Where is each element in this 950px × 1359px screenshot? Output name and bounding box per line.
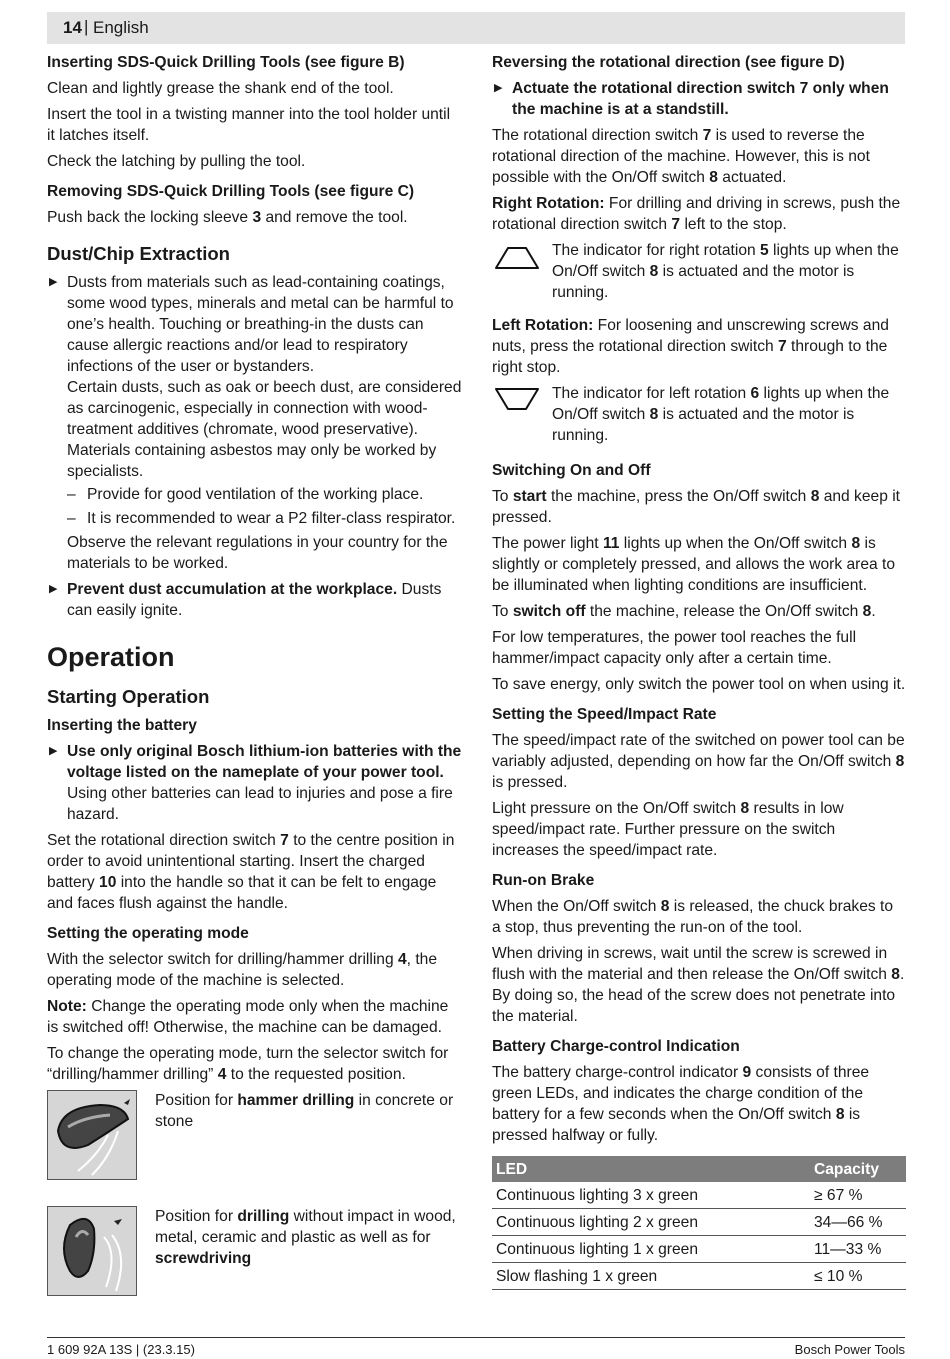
drilling-caption: Position for drilling without impact in wood, metal, ceramic and plastic as well as for screwdriving <box>155 1208 456 1267</box>
mode-p3: To change the operating mode, turn the selector switch for “drilling/hammer drilling” 4 to the requested position. <box>47 1045 449 1083</box>
figure-drilling <box>47 1206 462 1296</box>
table-cell-led: Continuous lighting 3 x green <box>492 1182 810 1209</box>
reverse-bullet: ▶ Actuate the rotational direction switch 7 only when the machine is at a standstill. <box>492 78 906 120</box>
battery-indication-title: Battery Charge-control Indication <box>492 1038 740 1055</box>
hammer-drilling-icon <box>47 1090 137 1180</box>
dust-dash-2: – It is recommended to wear a P2 filter-class respirator. <box>67 508 462 529</box>
battery-title: Inserting the battery <box>47 717 197 734</box>
brake-p1: When the On/Off switch 8 is released, the chuck brakes to a stop, thus preventing the run-on of the tool. <box>492 898 894 936</box>
battery-p1: Set the rotational direction switch 7 to the centre position in order to avoid unintentional starting. Insert the charged battery 10 into the handle so that it can be felt to engage and faces flush against the handle. <box>47 832 455 912</box>
dust-observe: Observe the relevant regulations in your country for the materials to be worked. <box>67 534 448 572</box>
sds-insert-p1: Clean and lightly grease the shank end of the tool. <box>47 80 394 97</box>
page-number: 14 <box>63 18 82 37</box>
speed-p1: The speed/impact rate of the switched on power tool can be variably adjusted, depending on how far the On/Off switch 8 is pressed. <box>492 732 905 791</box>
speed-title: Setting the Speed/Impact Rate <box>492 706 717 723</box>
switching-p5: To save energy, only switch the power tool on when using it. <box>492 676 906 693</box>
switching-p1: To start the machine, press the On/Off switch 8 and keep it pressed. <box>492 488 901 526</box>
right-column <box>492 52 906 1290</box>
indicator-right-text: The indicator for right rotation 5 lights up when the On/Off switch 8 is actuated and the motor is running. <box>552 242 899 301</box>
left-column <box>47 52 462 1322</box>
table-cell-capacity: 11—33 % <box>810 1236 906 1263</box>
indicator-left-text: The indicator for left rotation 6 lights up when the On/Off switch 8 is actuated and the motor is running. <box>552 385 890 444</box>
switching-p4: For low temperatures, the power tool reaches the full hammer/impact capacity only after a certain time. <box>492 629 857 667</box>
table-header-row <box>492 1156 906 1182</box>
table-row <box>492 1263 906 1290</box>
table-cell-led: Continuous lighting 2 x green <box>492 1209 810 1236</box>
battery-capacity-table <box>492 1156 906 1290</box>
mode-p1: With the selector switch for drilling/hammer drilling 4, the operating mode of the machine is selected. <box>47 951 438 989</box>
starting-title: Starting Operation <box>47 686 210 707</box>
table-cell-capacity: 34—66 % <box>810 1209 906 1236</box>
figure-hammer-drilling <box>47 1090 462 1180</box>
page-header <box>47 12 905 44</box>
header-separator: | <box>84 17 89 36</box>
right-rotation-icon <box>492 240 552 280</box>
table-header-led: LED <box>492 1156 810 1182</box>
table-header-capacity: Capacity <box>810 1156 906 1182</box>
left-rotation: Left Rotation: For loosening and unscrewing screws and nuts, press the rotational direction switch 7 through to the right stop. <box>492 317 889 376</box>
table-row <box>492 1209 906 1236</box>
brake-p2: When driving in screws, wait until the screw is screwed in flush with the material and then release the On/Off switch 8. By doing so, the head of the screw does not penetrate into the material. <box>492 945 905 1025</box>
dust-bullet-2: ▶ Prevent dust accumulation at the workplace. Dusts can easily ignite. <box>47 579 462 621</box>
dust-title: Dust/Chip Extraction <box>47 243 230 264</box>
table-row <box>492 1182 906 1209</box>
hammer-drilling-caption: Position for hammer drilling in concrete or stone <box>155 1092 454 1130</box>
switching-p2: The power light 11 lights up when the On/Off switch 8 is slightly or completely pressed, and allows the work area to be illuminated when lighting conditions are insufficient. <box>492 535 896 594</box>
sds-remove-title: Removing SDS-Quick Drilling Tools (see figure C) <box>47 183 415 200</box>
footer-doc-id: 1 609 92A 13S | (23.3.15) <box>47 1342 195 1357</box>
sds-insert-title: Inserting SDS-Quick Drilling Tools (see figure B) <box>47 54 405 71</box>
dust-bullet-1: ▶ Dusts from materials such as lead-containing coatings, some wood types, minerals and metal can be harmful to one’s health. Touching or breathing-in the dusts can cause allergic reactions and/or lead to respiratory infections of the user or bystanders. Certain dusts, such as oak or beech dust, are considered as carcinogenic, especially in connection with wood-treatment additives (chromate, wood preservative). Materials containing asbestos may only be worked by specialists. – Provide for good ventilation of the working place. – It is recommended to wear a P2 filter-class respirator. Observe the relevant regulations in your country for the materials to be worked. <box>47 272 462 574</box>
table-cell-capacity: ≤ 10 % <box>810 1263 906 1290</box>
battery-indication-p1: The battery charge-control indicator 9 consists of three green LEDs, and indicates the charge condition of the battery for a few seconds when the On/Off switch 8 is pressed halfway or fully. <box>492 1064 870 1144</box>
brake-title: Run-on Brake <box>492 872 595 889</box>
indicator-right-row <box>492 240 906 303</box>
mode-title: Setting the operating mode <box>47 925 249 942</box>
header-language: English <box>93 18 149 37</box>
switching-p3: To switch off the machine, release the On/Off switch 8. <box>492 603 876 620</box>
speed-p2: Light pressure on the On/Off switch 8 results in low speed/impact rate. Further pressure on the switch increases the speed/impact rate. <box>492 800 844 859</box>
indicator-left-row <box>492 383 906 446</box>
battery-bullet: ▶ Use only original Bosch lithium-ion batteries with the voltage listed on the nameplate of your power tool. Using other batteries can lead to injuries and pose a fire hazard. <box>47 741 462 825</box>
table-cell-led: Slow flashing 1 x green <box>492 1263 810 1290</box>
table-cell-capacity: ≥ 67 % <box>810 1182 906 1209</box>
sds-insert-p3: Check the latching by pulling the tool. <box>47 153 306 170</box>
footer-brand: Bosch Power Tools <box>794 1342 905 1357</box>
sds-remove-p1: Push back the locking sleeve 3 and remove the tool. <box>47 209 408 226</box>
page-footer <box>47 1337 905 1357</box>
dust-dash-1: – Provide for good ventilation of the working place. <box>67 484 462 505</box>
left-rotation-icon <box>492 383 552 423</box>
drilling-icon <box>47 1206 137 1296</box>
mode-note: Note: Change the operating mode only when the machine is switched off! Otherwise, the machine can be damaged. <box>47 998 449 1036</box>
switching-title: Switching On and Off <box>492 462 651 479</box>
reverse-p1: The rotational direction switch 7 is used to reverse the rotational direction of the machine. However, this is not possible with the On/Off switch 8 actuated. <box>492 127 870 186</box>
sds-insert-p2: Insert the tool in a twisting manner into the tool holder until it latches itself. <box>47 106 451 144</box>
right-rotation: Right Rotation: For drilling and driving in screws, push the rotational direction switch 7 left to the stop. <box>492 195 901 233</box>
table-row <box>492 1236 906 1263</box>
operation-title: Operation <box>47 642 175 672</box>
table-cell-led: Continuous lighting 1 x green <box>492 1236 810 1263</box>
reverse-title: Reversing the rotational direction (see figure D) <box>492 54 845 71</box>
